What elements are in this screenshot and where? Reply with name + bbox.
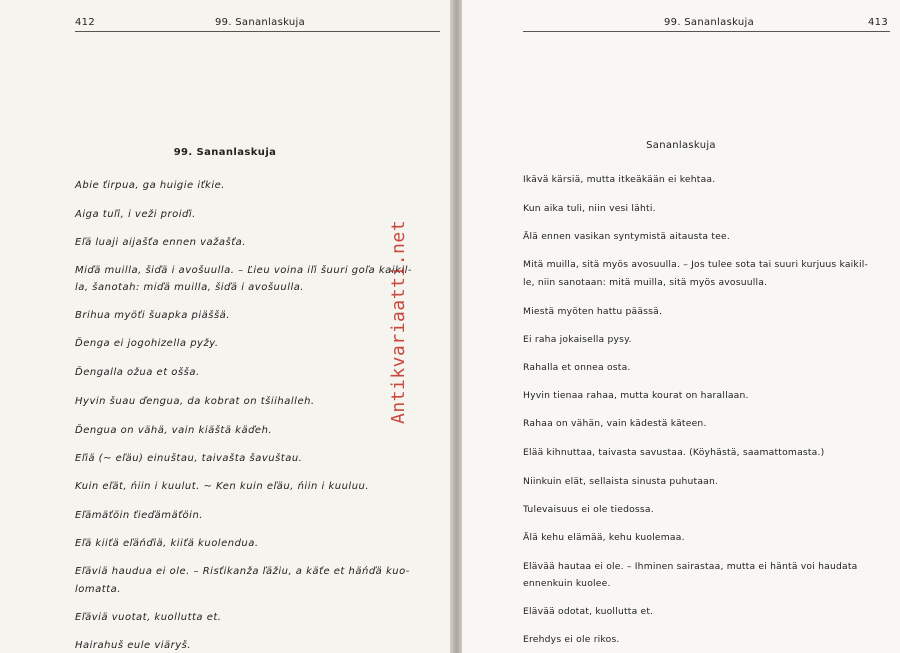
right-proverb-line: Rahalla et onnea osta. [523,362,631,373]
left-proverb-line: Ďengua on vähä, vain kiäštä käďeh. [75,425,273,436]
right-page-number: 413 [868,17,888,28]
right-proverb-line: Mitä muilla, sitä myös avosuulla. – Jos tulee sota tai suuri kurjuus kaikil- [523,259,868,270]
right-proverb-line: Älä kehu elämää, kehu kuolemaa. [523,532,685,543]
right-section-title: Sananlaskuja [646,140,716,151]
left-running-header: 99. Sananlaskuja [215,17,306,28]
left-proverb-line: Hairahuš eule viäryš. [75,640,192,651]
right-proverb-line: Rahaa on vähän, vain kädestä käteen. [523,418,707,429]
right-proverb-line: Niinkuin elät, sellaista sinusta puhutaan. [523,476,719,487]
right-proverb-line: ennenkuin kuolee. [523,578,611,589]
left-proverb-line: Hyvin šuau ďengua, da kobrat on tšiihalleh. [75,396,315,407]
right-proverb-line: Ikävä kärsiä, mutta itkeäkään ei kehtaa. [523,174,716,185]
watermark-text: Antikvariaatti.net [388,219,409,424]
left-proverb-line: Miďä muilla, šiďä i avošuulla. – Ľieu voina iľi šuuri goľa kaikil- [75,265,412,276]
right-proverb-line: Tulevaisuus ei ole tiedossa. [523,504,654,515]
right-proverb-line: Älä ennen vasikan syntymistä aitausta tee. [523,231,730,242]
left-proverb-line: Ďengalla ožua et ošša. [75,367,200,378]
book-gutter [450,0,462,653]
right-proverb-line: Elävää hautaa ei ole. – Ihminen sairastaa, mutta ei häntä voi haudata [523,561,858,572]
right-proverb-line: le, niin sanotaan: mitä muilla, sitä myös avosuulla. [523,277,768,288]
left-proverb-line: la, šanotah: miďä muilla, šiďä i avošuulla. [75,282,305,293]
right-header-rule [523,31,890,32]
right-proverb-line: Ei raha jokaisella pysy. [523,334,632,345]
right-proverb-line: Miestä myöten hattu päässä. [523,306,663,317]
left-proverb-line: lomatta. [75,584,121,595]
right-proverb-line: Elävää odotat, kuollutta et. [523,606,654,617]
right-running-header: 99. Sananlaskuja [664,17,755,28]
left-proverb-line: Eľämäťöin ťieďämäťöin. [75,510,203,521]
left-proverb-line: Kuin eľät, ńiin i kuulut. ~ Ken kuin eľäu, ńiin i kuuluu. [75,481,370,492]
right-proverb-line: Hyvin tienaa rahaa, mutta kourat on harallaan. [523,390,749,401]
left-proverb-line: Eľä kiiťä eľäńďiä, kiiťä kuolendua. [75,538,259,549]
left-proverb-line: Aiga tuľi, i veži proiďi. [75,209,196,220]
right-page [462,0,900,653]
right-proverb-line: Kun aika tuli, niin vesi lähti. [523,203,656,214]
left-proverb-line: Ďenga ei jogohizella pyžy. [75,338,219,349]
left-proverb-line: Eľiä (~ eľäu) einuštau, taivašta šavuštau. [75,453,303,464]
right-proverb-line: Erehdys ei ole rikos. [523,634,620,645]
left-proverb-line: Abie ťirpua, ga huigie iťkie. [75,180,225,191]
left-proverb-line: Brihua myöťi šuapka piäššä. [75,310,230,321]
left-page-number: 412 [75,17,95,28]
left-header-rule [75,31,440,32]
left-section-title: 99. Sananlaskuja [173,147,277,158]
left-proverb-line: Eľä luaji aijašťa ennen važašťa. [75,237,246,248]
right-proverb-line: Elää kihnuttaa, taivasta savustaa. (Köyhästä, saamattomasta.) [523,447,825,458]
left-proverb-line: Eľäviä haudua ei ole. – Risťikanža ľäžiu, a käťe et häńďä kuo- [75,566,410,577]
left-proverb-line: Eľäviä vuotat, kuollutta et. [75,612,222,623]
